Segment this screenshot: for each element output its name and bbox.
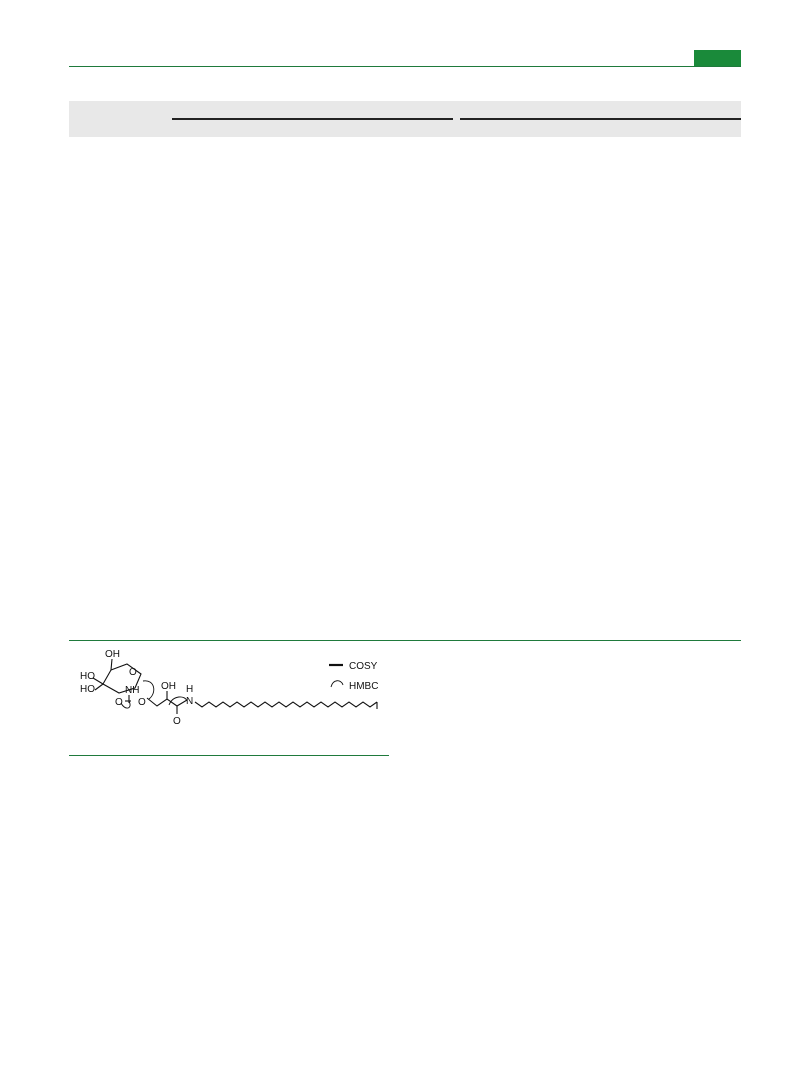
label-oh-top: OH [105, 649, 120, 660]
label-nh: NH [125, 685, 140, 696]
label-ring-o: O [129, 667, 137, 678]
label-n: N [186, 696, 194, 707]
ch2oh-bond [111, 659, 112, 670]
hmbc-arrow-3 [169, 697, 187, 705]
ho-lower-bond [95, 684, 103, 690]
label-o-carbonyl-left: O [115, 697, 123, 708]
legend-cosy: COSY [349, 661, 378, 672]
structure-figure [69, 643, 389, 729]
label-h: H [186, 684, 194, 695]
label-oh-chain: OH [161, 681, 176, 692]
label-ho-upper: HO [80, 671, 95, 682]
label-o-amide: O [173, 716, 181, 727]
figure-bottom-rule [69, 755, 389, 756]
table-column-rule-right [460, 118, 741, 120]
label-ho-lower: HO [80, 684, 95, 695]
figure-top-rule [69, 640, 741, 641]
label-o-lactone: O [138, 697, 146, 708]
alkyl-chain [195, 702, 377, 707]
journal-badge [694, 50, 741, 66]
hmbc-legend-icon [331, 681, 343, 687]
header-rule [69, 66, 741, 67]
legend-hmbc: HMBC [349, 681, 379, 692]
table-column-rule-left [172, 118, 453, 120]
structure-diagram [69, 643, 389, 729]
